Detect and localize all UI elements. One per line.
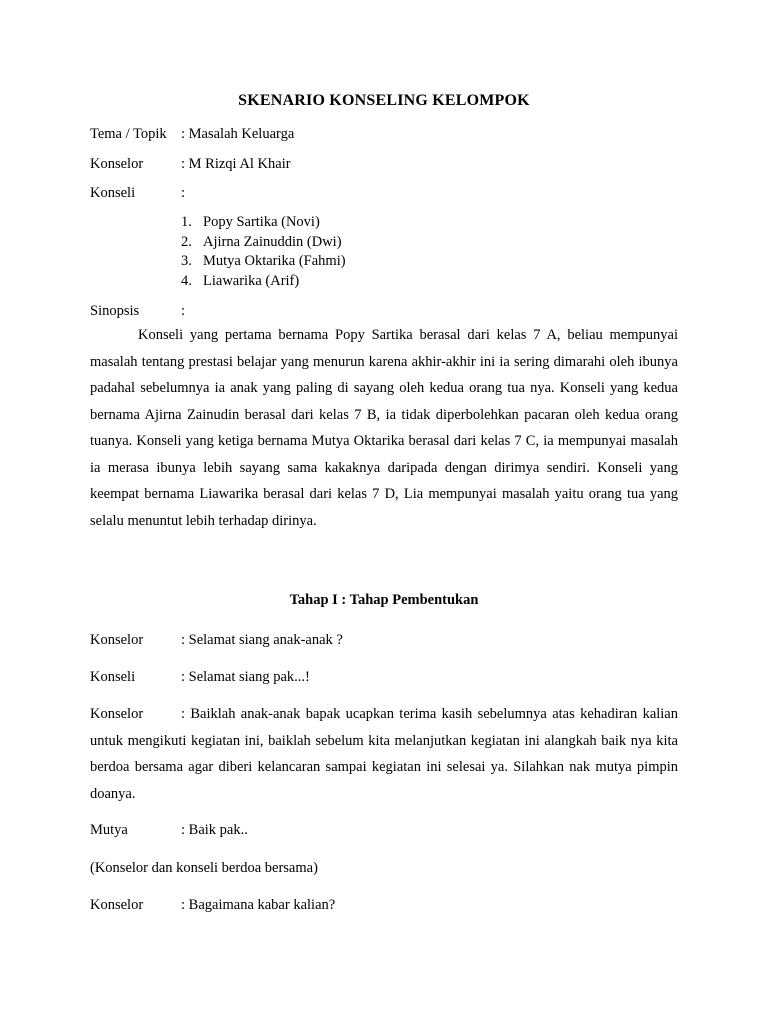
field-tema-value: : Masalah Keluarga	[181, 126, 295, 142]
field-konseli-label: Konseli	[90, 185, 136, 201]
dialog-paragraph	[90, 701, 678, 807]
dialog-speaker: Konseli	[90, 669, 136, 685]
dialog-speaker: Konselor	[90, 632, 144, 648]
field-konselor-value: : M Rizqi Al Khair	[181, 156, 291, 172]
list-item	[181, 272, 346, 292]
dialog-speaker: Konselor	[90, 897, 144, 913]
list-number: 3.	[181, 253, 192, 269]
list-number: 1.	[181, 214, 192, 230]
field-sinopsis-label: Sinopsis	[90, 303, 140, 319]
field-sinopsis-value: :	[181, 303, 186, 319]
dialog-text: : Bagaimana kabar kalian?	[181, 897, 336, 913]
dialog-text: : Selamat siang anak-anak ?	[181, 632, 343, 648]
dialog-text: : Selamat siang pak...!	[181, 669, 310, 685]
section-title: Tahap I : Tahap Pembentukan	[289, 592, 479, 608]
sinopsis-paragraph: Konseli yang pertama bernama Popy Sartika berasal dari kelas 7 A, beliau mempunyai masalah tentang prestasi belajar yang menurun karena akhir-akhir ini ia sering dimarahi oleh ibunya padahal sebelumnya ia anak yang paling di sayang oleh kedua orang tua nya. Konseli yang kedua bernama Ajirna Zainudin berasal dari kelas 7 B, ia tidak diperbolehkan pacaran oleh kedua orang tuanya. Konseli yang ketiga bernama Mutya Oktarika berasal dari kelas 7 C, ia mempunyai masalah ia merasa ibunya lebih sayang sama kakaknya daripada dengan dirimya sendiri. Konseli yang keempat bernama Liawarika berasal dari kelas 7 D, Lia mempunyai masalah yaitu orang tua yang selalu menuntut lebih terhadap dirinya.	[90, 327, 678, 529]
list-text: Popy Sartika (Novi)	[203, 214, 320, 230]
dialog-text: : Baik pak..	[181, 822, 248, 838]
dialog-text: : Baiklah anak-anak bapak ucapkan terima kasih sebelumnya atas kehadiran kalian untuk mengikuti kegiatan ini, baiklah sebelum kita melanjutkan kegiatan ini alangkah baik nya kita berdoa bersama agar diberi kelancaran sampai kegiatan ini selesai ya. Silahkan nak mutya pimpin doanya.	[90, 706, 678, 802]
list-number: 4.	[181, 272, 192, 289]
dialog-speaker: Konselor	[90, 706, 144, 722]
list-text: Liawarika (Arif)	[203, 272, 300, 289]
dialog-speaker: Mutya	[90, 822, 128, 838]
dialog-note: (Konselor dan konseli berdoa bersama)	[90, 860, 318, 876]
field-tema-label: Tema / Topik	[90, 126, 167, 142]
list-text: Mutya Oktarika (Fahmi)	[203, 253, 346, 269]
document-title: SKENARIO KONSELING KELOMPOK	[238, 92, 530, 109]
field-konselor-label: Konselor	[90, 156, 144, 172]
list-number: 2.	[181, 233, 192, 250]
field-konseli-value: :	[181, 185, 186, 201]
list-item	[181, 213, 346, 233]
list-text: Ajirna Zainuddin (Dwi)	[203, 233, 342, 250]
list-item	[181, 252, 346, 272]
konseli-list	[181, 213, 346, 291]
list-item	[181, 233, 346, 253]
